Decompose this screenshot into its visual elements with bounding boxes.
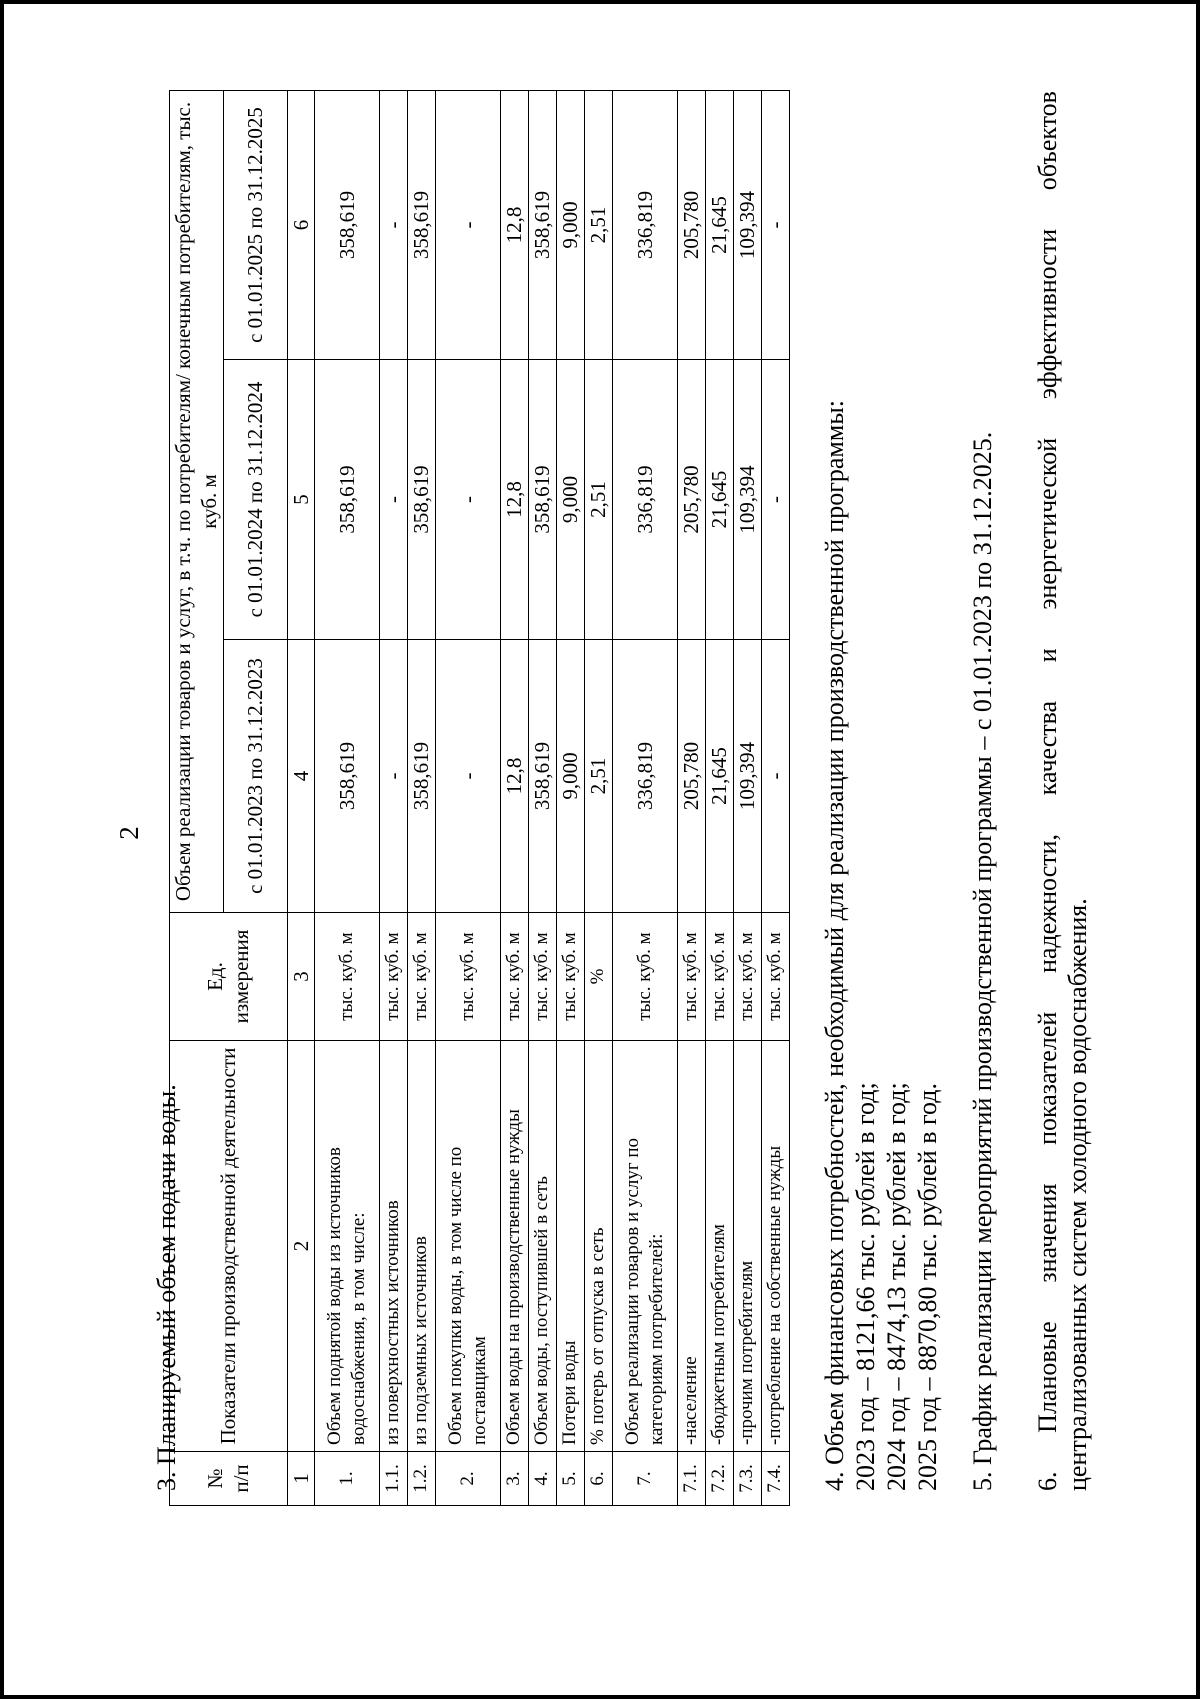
table-row: [435, 90, 500, 1505]
row-value-2023: 336,819: [612, 640, 677, 913]
row-value-2023: 9,000: [556, 640, 584, 913]
row-value-2023: 21,645: [705, 640, 733, 913]
row-value-2024: 109,394: [733, 360, 761, 640]
row-value-2024: 205,780: [677, 360, 705, 640]
row-name: Потери воды: [556, 1041, 584, 1452]
column-number-row: [287, 90, 314, 1505]
header-period-2024: с 01.01.2024 по 31.12.2024: [223, 360, 287, 640]
section-6-line-2: централизованных систем холодного водоснабжения.: [1063, 898, 1092, 1491]
table-row: [314, 90, 379, 1505]
row-value-2024: 21,645: [705, 360, 733, 640]
row-value-2023: 12,8: [500, 640, 528, 913]
row-value-2025: 205,780: [677, 90, 705, 359]
column-number: 4: [287, 640, 314, 913]
row-name: % потерь от отпуска в сеть: [584, 1041, 612, 1452]
row-value-2025: 9,000: [556, 90, 584, 359]
table-row: [677, 90, 705, 1505]
table-row: [556, 90, 584, 1505]
section-6-word: эффективности: [1033, 228, 1062, 400]
row-value-2025: 358,619: [314, 90, 379, 359]
header-unit: Ед. измерения: [170, 913, 288, 1041]
section-6-line-1: [1033, 91, 1063, 1491]
row-value-2025: 358,619: [528, 90, 556, 359]
row-unit: тыс. куб. м: [705, 913, 733, 1041]
row-name: из подземных источников: [407, 1041, 435, 1452]
column-number: 1: [287, 1452, 314, 1506]
row-value-2024: 12,8: [500, 360, 528, 640]
header-volume-group: Объем реализации товаров и услуг, в т.ч. по потребителям/ конечным потребителям, тыс. куб. м: [170, 90, 224, 912]
table-row: [528, 90, 556, 1505]
row-value-2025: -: [379, 90, 407, 359]
row-unit: тыс. куб. м: [733, 913, 761, 1041]
column-number: 3: [287, 913, 314, 1041]
row-value-2024: 9,000: [556, 360, 584, 640]
row-unit: тыс. куб. м: [556, 913, 584, 1041]
row-num: 3.: [500, 1452, 528, 1506]
row-name: из поверхностных источников: [379, 1041, 407, 1452]
row-value-2024: 358,619: [407, 360, 435, 640]
column-number: 2: [287, 1041, 314, 1452]
row-value-2025: 358,619: [407, 90, 435, 359]
row-num: 7.3.: [733, 1452, 761, 1506]
row-unit: тыс. куб. м: [528, 913, 556, 1041]
row-value-2025: 336,819: [612, 90, 677, 359]
section-6-word: энергетической: [1033, 437, 1062, 610]
section-6-word: 6.: [1033, 1471, 1062, 1491]
table-row: [733, 90, 761, 1505]
row-num: 7.4.: [761, 1452, 789, 1506]
section-6-word: значения: [1033, 1183, 1062, 1283]
row-value-2025: 2,51: [584, 90, 612, 359]
page-number: 2: [114, 826, 144, 840]
row-name: -население: [677, 1041, 705, 1452]
row-value-2024: 358,619: [314, 360, 379, 640]
financial-need-2024: 2024 год – 8474,13 тыс. рублей в год;: [882, 1082, 911, 1491]
water-supply-table: [169, 90, 790, 1506]
row-name: -прочим потребителям: [733, 1041, 761, 1452]
row-value-2024: -: [761, 360, 789, 640]
row-num: 7.: [612, 1452, 677, 1506]
column-number: 5: [287, 360, 314, 640]
section-6-word: качества: [1033, 700, 1062, 796]
rotated-content: [4, 4, 1196, 1695]
financial-needs-list: [850, 1082, 943, 1491]
table-row: [584, 90, 612, 1505]
row-value-2024: 336,819: [612, 360, 677, 640]
row-name: Объем покупки воды, в том числе по поставщикам: [435, 1041, 500, 1452]
row-value-2025: 21,645: [705, 90, 733, 359]
section-6-word: Плановые: [1033, 1321, 1062, 1433]
row-value-2023: 205,780: [677, 640, 705, 913]
row-num: 4.: [528, 1452, 556, 1506]
row-num: 6.: [584, 1452, 612, 1506]
row-value-2023: -: [761, 640, 789, 913]
row-value-2023: -: [379, 640, 407, 913]
header-num: № п/п: [170, 1452, 288, 1506]
row-unit: %: [584, 913, 612, 1041]
row-unit: тыс. куб. м: [500, 913, 528, 1041]
row-num: 1.: [314, 1452, 379, 1506]
row-value-2024: -: [435, 360, 500, 640]
row-value-2025: 109,394: [733, 90, 761, 359]
table-row: [761, 90, 789, 1505]
table-row: [500, 90, 528, 1505]
row-value-2024: 2,51: [584, 360, 612, 640]
row-name: Объем реализации товаров и услуг по категориям потребителей:: [612, 1041, 677, 1452]
row-num: 7.1.: [677, 1452, 705, 1506]
section-6-word: показателей: [1033, 1011, 1062, 1145]
table-row: [612, 90, 677, 1505]
table-row: [705, 90, 733, 1505]
section-6-word: и: [1033, 648, 1062, 663]
row-unit: тыс. куб. м: [677, 913, 705, 1041]
row-value-2023: -: [435, 640, 500, 913]
row-num: 1.2.: [407, 1452, 435, 1506]
document-page: [4, 4, 1196, 1695]
row-value-2023: 358,619: [528, 640, 556, 913]
header-period-2023: с 01.01.2023 по 31.12.2023: [223, 640, 287, 913]
row-value-2023: 358,619: [407, 640, 435, 913]
table-row: [379, 90, 407, 1505]
row-value-2023: 109,394: [733, 640, 761, 913]
row-unit: тыс. куб. м: [761, 913, 789, 1041]
row-value-2024: 358,619: [528, 360, 556, 640]
row-unit: тыс. куб. м: [435, 913, 500, 1041]
section-6-word: надежности,: [1033, 833, 1062, 974]
section-5-text: 5. График реализации мероприятий производственной программы – с 01.01.2023 по 31.12.2025.: [968, 431, 997, 1491]
section-6-word: объектов: [1033, 91, 1062, 191]
row-num: 7.2.: [705, 1452, 733, 1506]
row-name: Объем воды, поступившей в сеть: [528, 1041, 556, 1452]
row-num: 5.: [556, 1452, 584, 1506]
row-name: -потребление на собственные нужды: [761, 1041, 789, 1452]
section-3-heading: 3. Планируемый объем подачи воды.: [152, 1084, 181, 1491]
section-6-text: [1033, 91, 1093, 1491]
financial-need-2025: 2025 год – 8870,80 тыс. рублей в год.: [913, 1083, 942, 1491]
row-value-2025: 12,8: [500, 90, 528, 359]
row-unit: тыс. куб. м: [612, 913, 677, 1041]
row-name: -бюджетным потребителям: [705, 1041, 733, 1452]
header-period-2025: с 01.01.2025 по 31.12.2025: [223, 90, 287, 359]
row-value-2023: 358,619: [314, 640, 379, 913]
row-unit: тыс. куб. м: [314, 913, 379, 1041]
row-value-2024: -: [379, 360, 407, 640]
column-number: 6: [287, 90, 314, 359]
row-num: 1.1.: [379, 1452, 407, 1506]
row-value-2025: -: [761, 90, 789, 359]
row-num: 2.: [435, 1452, 500, 1506]
row-unit: тыс. куб. м: [407, 913, 435, 1041]
section-4-heading: 4. Объем финансовых потребностей, необходимый для реализации производственной программы:: [820, 399, 849, 1491]
row-value-2023: 2,51: [584, 640, 612, 913]
table-row: [407, 90, 435, 1505]
row-name: Объем поднятой воды из источников водоснабжения, в том числе:: [314, 1041, 379, 1452]
row-name: Объем воды на производственные нужды: [500, 1041, 528, 1452]
header-indicator: Показатели производственной деятельности: [170, 1041, 288, 1452]
row-value-2025: -: [435, 90, 500, 359]
row-unit: тыс. куб. м: [379, 913, 407, 1041]
financial-need-2023: 2023 год – 8121,66 тыс. рублей в год;: [851, 1082, 880, 1491]
